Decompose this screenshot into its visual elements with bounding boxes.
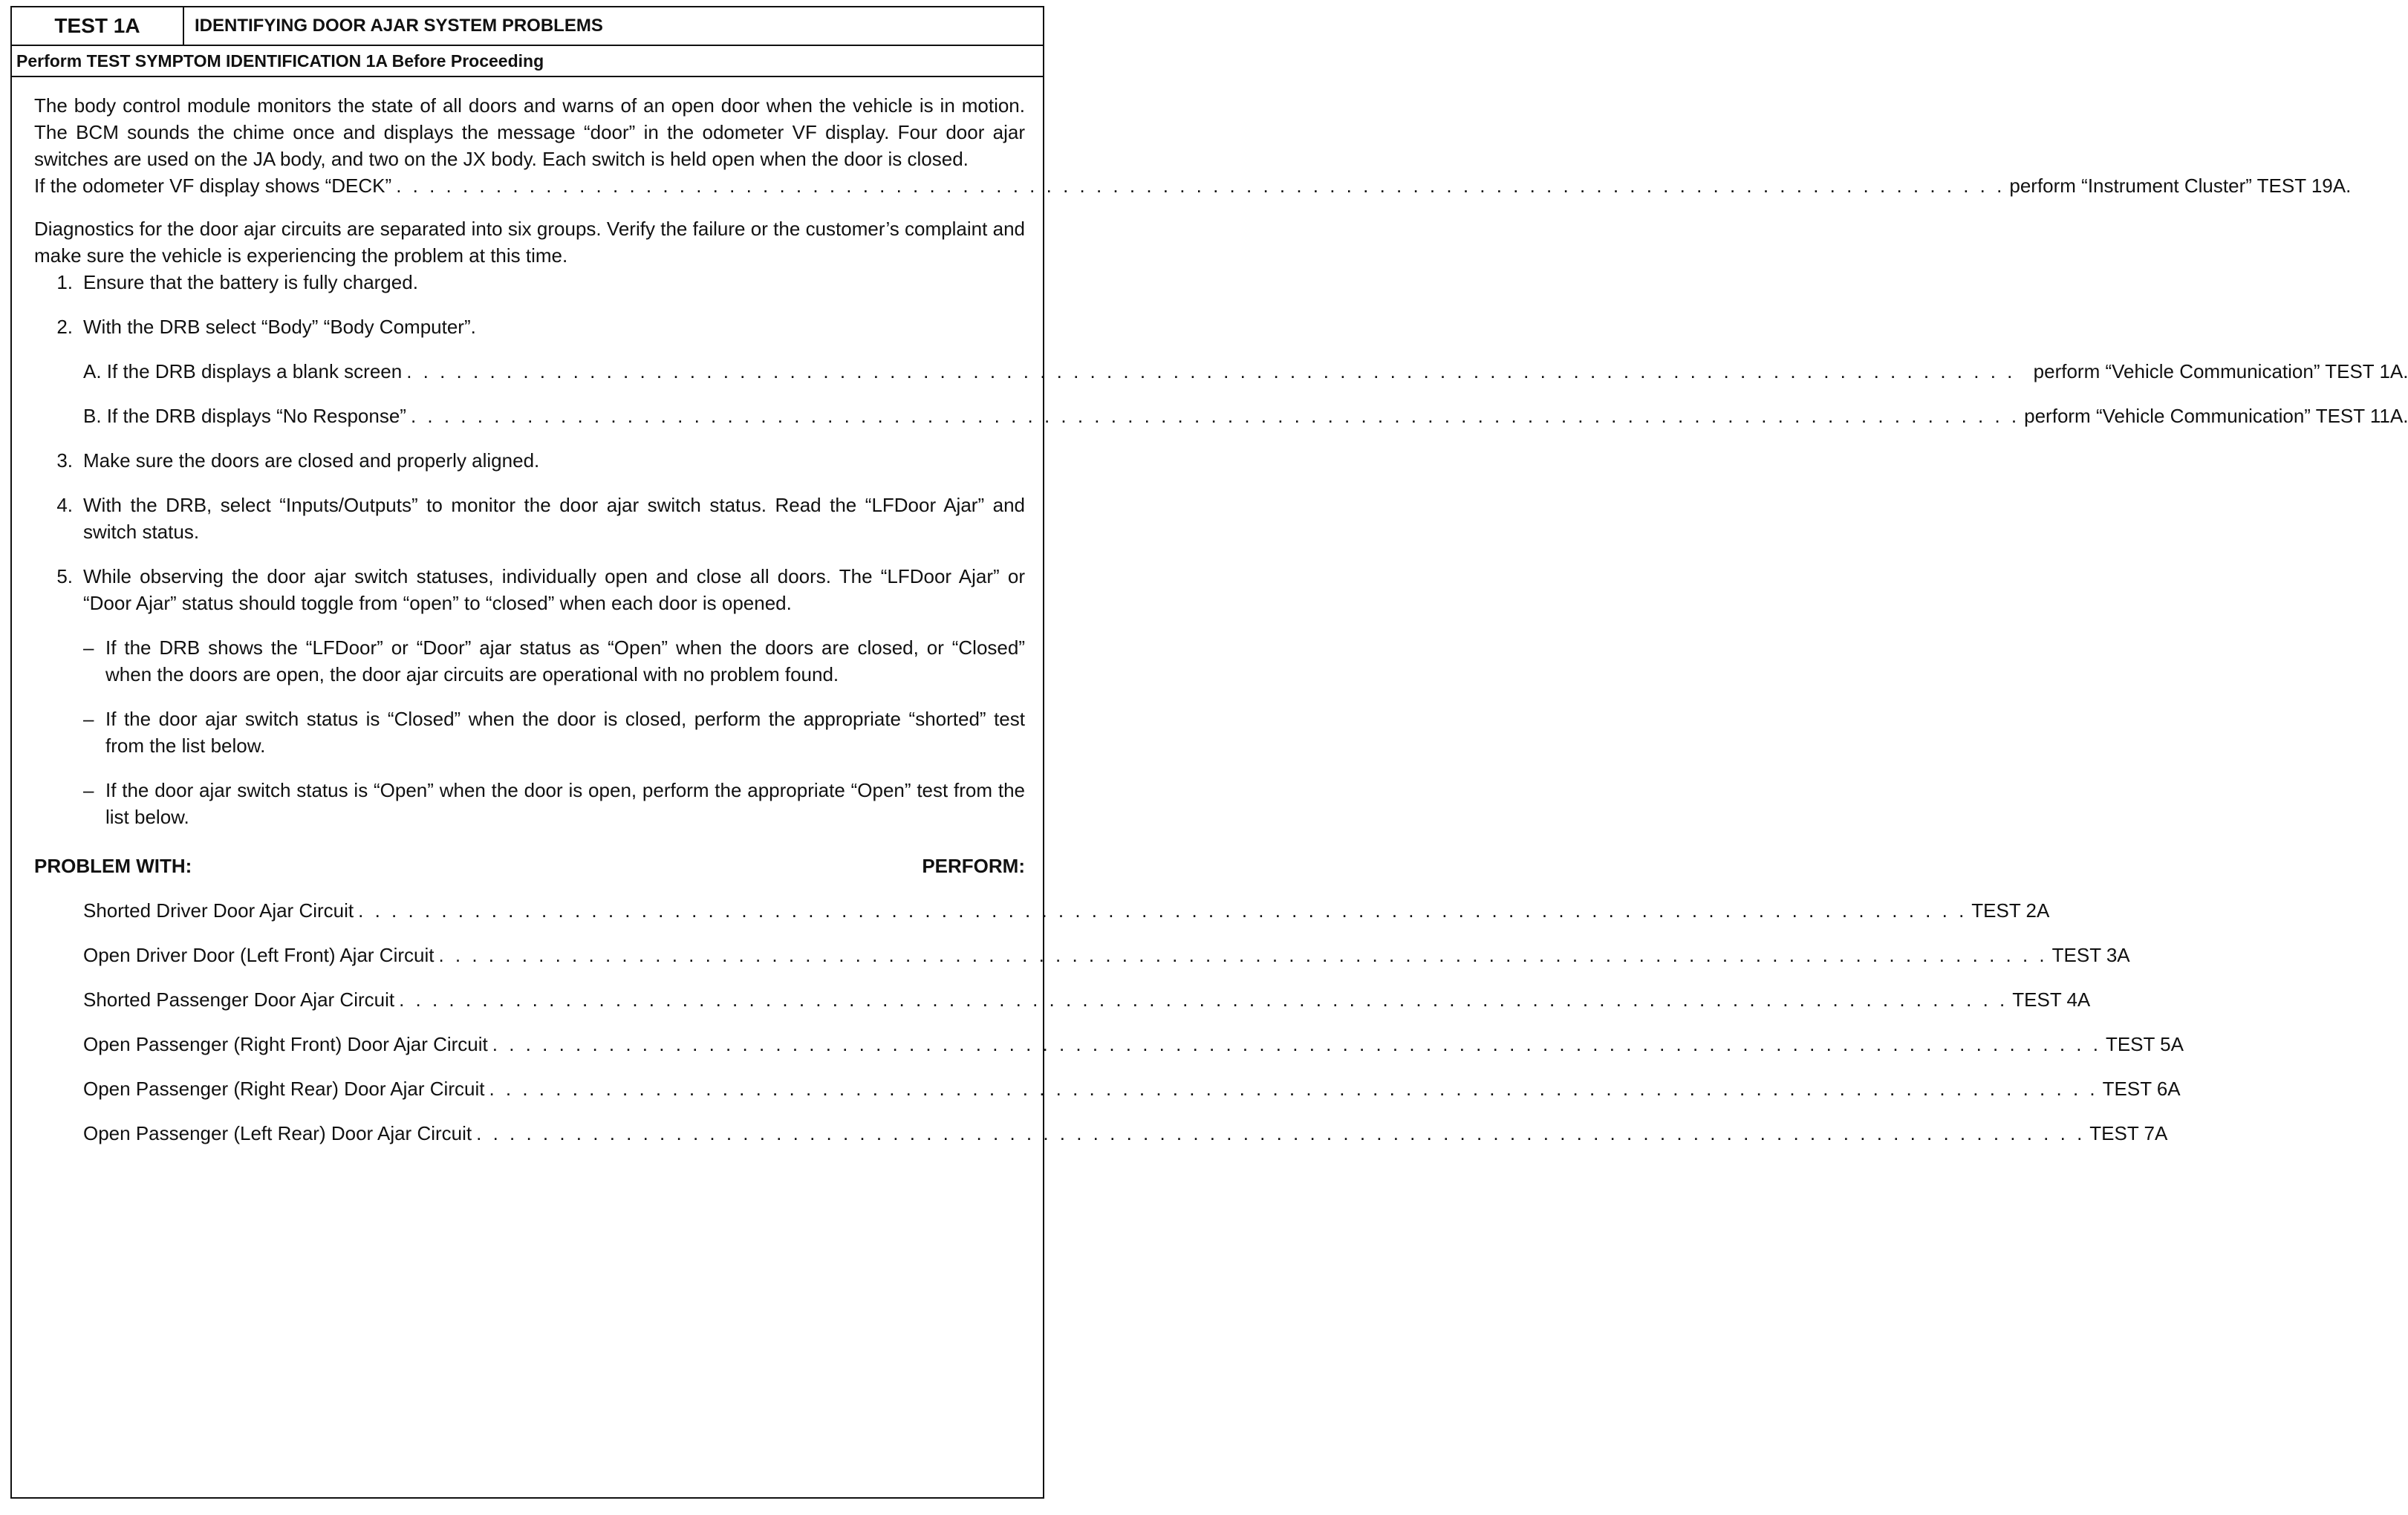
substep-condition: A. If the DRB displays a blank screen: [83, 360, 403, 382]
problem-cell: Open Driver Door (Left Front) Ajar Circuit: [83, 944, 435, 966]
perform-column-header: PERFORM:: [922, 855, 1025, 877]
deck-action: perform “Instrument Cluster” TEST 19A.: [2009, 175, 2352, 197]
test-id: TEST 1A: [12, 7, 184, 45]
step2-substeps: [83, 358, 2408, 429]
problem-column-header: PROBLEM WITH:: [34, 855, 192, 877]
step-number: 2.: [56, 316, 73, 338]
dot-leader: [411, 403, 2020, 429]
step-text: Ensure that the battery is fully charged.: [83, 271, 418, 293]
problem-cell: Shorted Driver Door Ajar Circuit: [83, 899, 354, 922]
problem-cell: Open Passenger (Right Rear) Door Ajar Circuit: [83, 1078, 485, 1100]
intro-paragraph: The body control module monitors the state of all doors and warns of an open door when the vehicle is in motion. The BCM sounds the chime once and displays the message “door” in the odometer VF display. Four door ajar switches are used on the JA body, and two on the JX body. Each switch is held open when the door is closed.: [34, 94, 1025, 170]
dot-leader: [358, 897, 1967, 924]
diagnostics-paragraph: Diagnostics for the door ajar circuits are separated into six groups. Verify the failure or the customer’s complaint and make sure the vehicle is experiencing the problem at this time.: [34, 218, 1025, 267]
step-item: [34, 563, 1025, 848]
dot-leader: [396, 172, 2005, 199]
dot-leader: [406, 358, 2028, 385]
test-cell: TEST 4A: [2012, 988, 2091, 1011]
outcome-text: If the door ajar switch status is “Open” when the door is open, perform the appropriate “Open” test from the list below.: [105, 779, 1025, 828]
table-row: [83, 942, 2130, 968]
problem-cell: Shorted Passenger Door Ajar Circuit: [83, 988, 395, 1011]
step-number: 4.: [56, 494, 73, 516]
table-row: [83, 897, 2050, 924]
dot-leader: [489, 1075, 2098, 1102]
test-cell: TEST 6A: [2102, 1078, 2181, 1100]
step-text: With the DRB select “Body” “Body Computer”.: [83, 316, 476, 338]
substep-action: perform “Vehicle Communication” TEST 1A.: [2033, 360, 2408, 382]
step-number: 1.: [56, 271, 73, 293]
step-item: [34, 313, 2408, 429]
outcome-item: [83, 777, 1025, 830]
problem-table-header: [34, 853, 1025, 879]
step-number: 5.: [56, 565, 73, 587]
procedure-body: [12, 77, 2408, 1147]
dot-leader: [399, 986, 2008, 1013]
substep-action: perform “Vehicle Communication” TEST 11A.: [2024, 405, 2408, 427]
step-text: Make sure the doors are closed and properly aligned.: [83, 449, 540, 472]
dot-leader: [438, 942, 2047, 968]
outcome-text: If the door ajar switch status is “Closed” when the door is closed, perform the appropriate “shorted” test from the list below.: [105, 708, 1025, 757]
step-text: With the DRB, select “Inputs/Outputs” to monitor the door ajar switch status. Read the “LFDoor Ajar” and switch status.: [83, 494, 1025, 543]
step-item: [34, 269, 1025, 296]
outcome-item: [83, 706, 1025, 759]
step-number: 3.: [56, 449, 73, 472]
test-cell: TEST 3A: [2051, 944, 2130, 966]
step-item: [34, 492, 1025, 545]
table-row: [83, 986, 2091, 1013]
substep-item: [83, 403, 2408, 429]
step-text: While observing the door ajar switch statuses, individually open and close all doors. The “LFDoor Ajar” or “Door Ajar” status should toggle from “open” to “closed” when each door is opened.: [83, 565, 1025, 614]
test-procedure-frame: [10, 6, 2408, 1499]
table-row: [83, 1120, 2168, 1147]
test-title: IDENTIFYING DOOR AJAR SYSTEM PROBLEMS: [195, 16, 603, 36]
dot-leader: [492, 1031, 2101, 1058]
outcome-text: If the DRB shows the “LFDoor” or “Door” ajar status as “Open” when the doors are closed, or “Closed” when the doors are open, the door ajar circuits are operational with no problem found.: [105, 636, 1025, 685]
test-cell: TEST 2A: [1971, 899, 2050, 922]
step5-outcomes: [83, 634, 1025, 830]
dash-bullet: –: [83, 779, 94, 801]
step-list: [34, 269, 2408, 848]
outcome-item: [83, 634, 1025, 688]
test-cell: TEST 7A: [2089, 1122, 2168, 1144]
problem-cell: Open Passenger (Right Front) Door Ajar Circuit: [83, 1033, 488, 1055]
substep-item: [83, 358, 2408, 385]
dash-bullet: –: [83, 708, 94, 730]
dot-leader: [476, 1120, 2085, 1147]
table-row: [83, 1031, 2184, 1058]
deck-condition: If the odometer VF display shows “DECK”: [34, 175, 392, 197]
problem-table: [34, 897, 2184, 1147]
table-row: [83, 1075, 2181, 1102]
dash-bullet: –: [83, 636, 94, 659]
prerequisite-note: Perform TEST SYMPTOM IDENTIFICATION 1A Before Proceeding: [12, 46, 1043, 77]
header-row: [12, 7, 1043, 46]
step-item: [34, 447, 1025, 474]
deck-instruction: [34, 172, 2352, 199]
problem-cell: Open Passenger (Left Rear) Door Ajar Circuit: [83, 1122, 472, 1144]
substep-condition: B. If the DRB displays “No Response”: [83, 405, 406, 427]
test-cell: TEST 5A: [2105, 1033, 2184, 1055]
